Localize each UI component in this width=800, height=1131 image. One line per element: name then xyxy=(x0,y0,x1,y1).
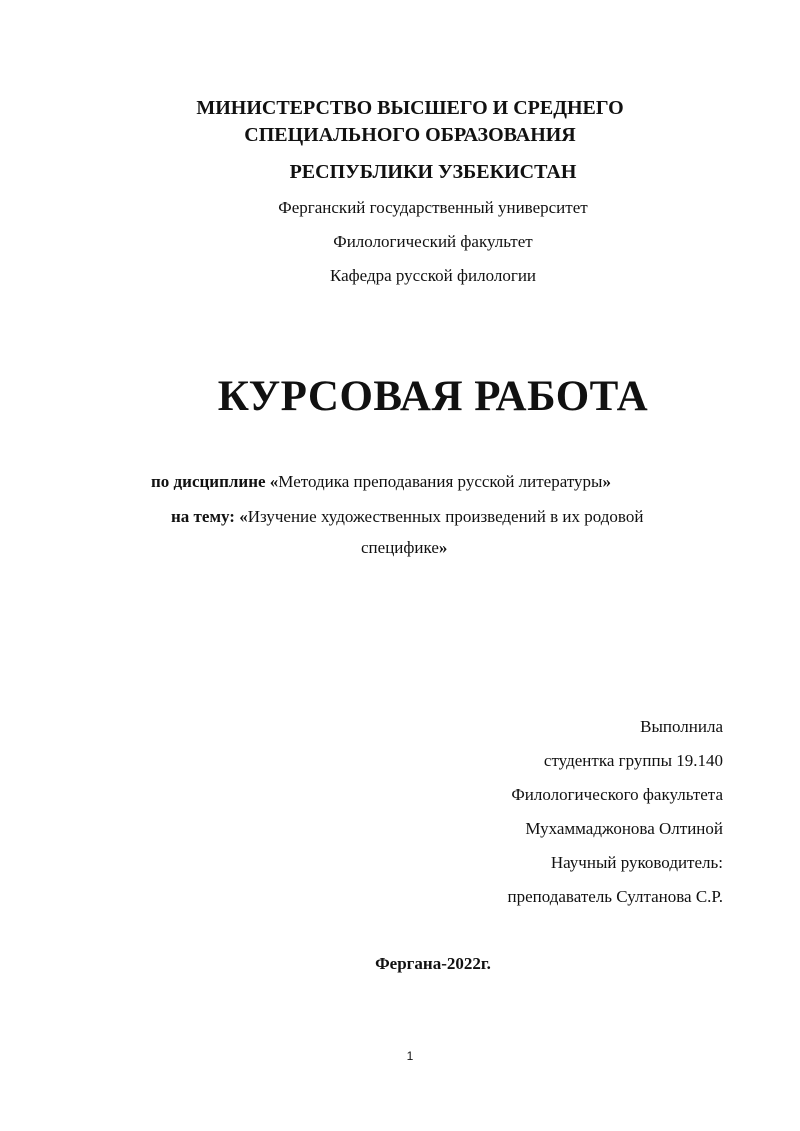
university-name: Ферганский государственный университет xyxy=(278,198,588,217)
topic-value-line-1: Изучение художественных произведений в их родовой xyxy=(247,507,644,526)
discipline-line xyxy=(151,473,611,490)
topic-line-2 xyxy=(361,539,447,556)
topic-value-line-2: специфике xyxy=(361,538,439,557)
student-faculty: Филологического факультета xyxy=(511,785,723,804)
discipline-close-quote: » xyxy=(602,472,611,491)
discipline-value: Методика преподавания русской литературы xyxy=(278,472,603,491)
city-year: Фергана-2022г. xyxy=(375,954,491,973)
discipline-label: по дисциплине « xyxy=(151,472,279,491)
page-number: 1 xyxy=(406,1049,414,1063)
performed-by-label: Выполнила xyxy=(640,717,723,736)
topic-close-quote: » xyxy=(438,538,448,557)
department-name: Кафедра русской филологии xyxy=(329,266,537,285)
faculty-name: Филологический факультет xyxy=(333,232,533,251)
ministry-line-1: МИНИСТЕРСТВО ВЫСШЕГО И СРЕДНЕГО xyxy=(196,97,624,119)
student-group: студентка группы 19.140 xyxy=(543,751,723,770)
student-name: Мухаммаджонова Олтиной xyxy=(525,819,723,838)
topic-label: на тему: « xyxy=(171,507,248,526)
supervisor-name: преподаватель Султанова С.Р. xyxy=(507,887,723,906)
supervisor-label: Научный руководитель: xyxy=(550,853,723,872)
republic-line: РЕСПУБЛИКИ УЗБЕКИСТАН xyxy=(289,161,577,183)
document-title: КУРСОВАЯ РАБОТА xyxy=(217,373,649,420)
topic-line-1 xyxy=(171,508,643,525)
ministry-line-2: СПЕЦИАЛЬНОГО ОБРАЗОВАНИЯ xyxy=(244,124,576,146)
